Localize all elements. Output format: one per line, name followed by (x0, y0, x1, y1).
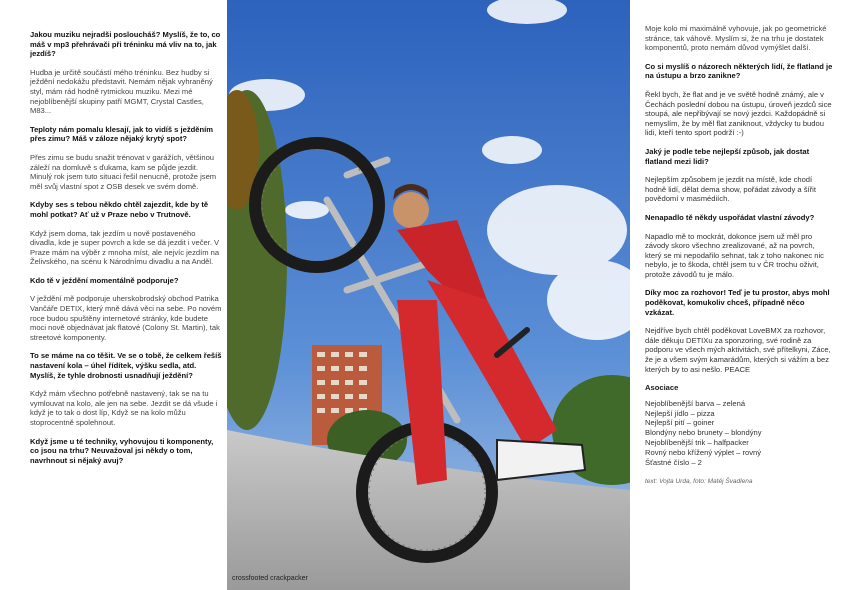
interview-answer: Hudba je určitě součástí mého tréninku. Bez hudby si ježdění nedokážu představit. Nemám nějak vyhraněný styl, mám rád hodně rytmickou muziku. Mezi mé nejoblíbenější skupiny patří MGMT, Crystal Castles, M83... (30, 67, 213, 116)
association-item: Blondýny nebo brunety – blondýny (645, 428, 762, 438)
bmx-rider-photo (227, 0, 630, 590)
interview-question: Nenapadlo tě někdy uspořádat vlastní závody? (645, 212, 815, 222)
interview-answer: Nejdříve bych chtěl poděkovat LoveBMX za rozhovor, dále děkuju DETIXu za sponzoring, své rodině za podporu ve všech mých aktivitách, své přítelkyni, Záce, že je a všem svým kamarádům, kterých si vážím a bez kterých by to asi nešlo. PEACE (645, 326, 831, 374)
interview-question: Kdyby ses s tebou někdo chtěl zajezdit, kde by tě mohl potkat? Ať už v Praze nebo v Trutnově. (30, 200, 209, 219)
interview-question: Díky moc za rozhovor! Teď je tu prostor, abys mohl poděkovat, komukoliv chceš, případně něco vzkázat. (645, 288, 830, 317)
association-item: Nejlepší jídlo – pizza (645, 408, 715, 418)
interview-question: Teploty nám pomalu klesají, jak to vidíš s ježděním přes zimu? Máš v záloze nějaký krytý spot? (30, 124, 214, 144)
interview-answer: Napadlo mě to mockrát, dokonce jsem už měl pro závody skoro všechno zrealizované, až na povrch, který se mi nepodařilo sehnat, tak z toho nakonec nic nebylo, je to škoda, chtěl jsem tu v ČR trochu oživit, protože závodů tu je málo. (645, 231, 824, 279)
photo-credit: text: Vojta Urda, foto: Matěj Švadlena (645, 478, 753, 486)
association-item: Šťastné číslo – 2 (645, 457, 702, 467)
photo-caption: crossfooted crackpacker (232, 575, 308, 582)
associations-list (645, 399, 833, 468)
interview-answer: Nejlepším způsobem je jezdit na místě, kde chodí hodně lidí, dělat dema show, pořádat závody a šířit povědomí v masmédiích. (645, 175, 816, 204)
association-item: Nejoblíbenější barva – zelená (645, 398, 746, 408)
interview-answer: Přes zimu se budu snažit trénovat v garážích, většinou záleží na domluvě s ďukama, kam se půjde jezdit. Minulý rok jsem tuto situaci řešil nenucně, protože jsem měl svůj vlastní spot z OSB desek ve svém domě. (30, 152, 217, 191)
interview-question: Co si myslíš o názorech některých lidí, že flatland je na ústupu a brzo zanikne? (645, 61, 833, 81)
interview-question: Jakou muziku nejradši posloucháš? Myslíš, že to, co máš v mp3 přehrávači při tréninku má vliv na to, jak jezdíš? (30, 30, 221, 59)
right-text-column (645, 24, 833, 487)
associations-title: Asociace (645, 383, 679, 393)
photo-illustration (227, 0, 630, 590)
interview-question: Jaký je podle tebe nejlepší způsob, jak dostat flatland mezi lidi? (645, 146, 810, 166)
interview-question: Kdo tě v jeźdění momentálně podporuje? (30, 275, 179, 285)
interview-question: Když jsme u té techniky, vyhovujou ti komponenty, co jsou na trhu? Neuvažoval jsi někdy o tom, navrhnout si nějaký avuj? (30, 436, 214, 465)
association-item: Nejoblíbenější trik – halfpacker (645, 438, 749, 447)
association-item: Rovný nebo křížený výplet – rovný (645, 447, 762, 457)
interview-answer: Když mám všechno potřebně nastavený, tak se na tu vymlouvat na kolo, ale jen na sebe. Jezdit se dá všude i když je to tak o dost líp, Když se na kolo můžu stoprocentně spolehnout. (30, 389, 218, 427)
association-item: Nejlepší pití – goiner (645, 418, 715, 428)
left-text-column (30, 30, 222, 474)
interview-question: To se máme na co těšit. Ve se o tobě, že celkem řešíš nastavení kola – úhel řídítek, výšku sedla, atd. Myslíš, že tyhle drobnosti usnadňují ježdění? (30, 351, 222, 380)
interview-answer: Řekl bych, že flat and je ve světě hodně známý, ale v Čechách poslední dobou na ústupu, úroveň jezdců sice stoupá, ale nepřibývají se nový jezdci. Každopádně si nemyslím, že by měl flat zaniknout, vždycky tu budou lidi, kteří tento sport podrží :-) (645, 89, 832, 138)
interview-answer: V ježdění mě podporuje uherskobrodský obchod Patrika Vančáře DETIX, který mně dává věci na sebe. Po novém roce budou spuštěny internetové stránky, kde budete moci nově objednávat jak flatové (Colony St. Martin), tak streetové komponenty. (30, 294, 222, 342)
interview-answer: Když jsem doma, tak jezdím u nově postaveného divadla, kde je super povrch a kde se dá jezdit i večer. V Praze mám na výběr z mnoha míst, ale nejvíc jezdím na Želivského, na scénu k Národnímu divadlu a na Anděl. (30, 228, 220, 267)
interview-answer: Moje kolo mi maximálně vyhovuje, jak po geometrické stránce, tak váhově. Myslím si, že na trhu je dostatek komponentů, proto nemám důvod vymýšlet další. (645, 24, 827, 53)
